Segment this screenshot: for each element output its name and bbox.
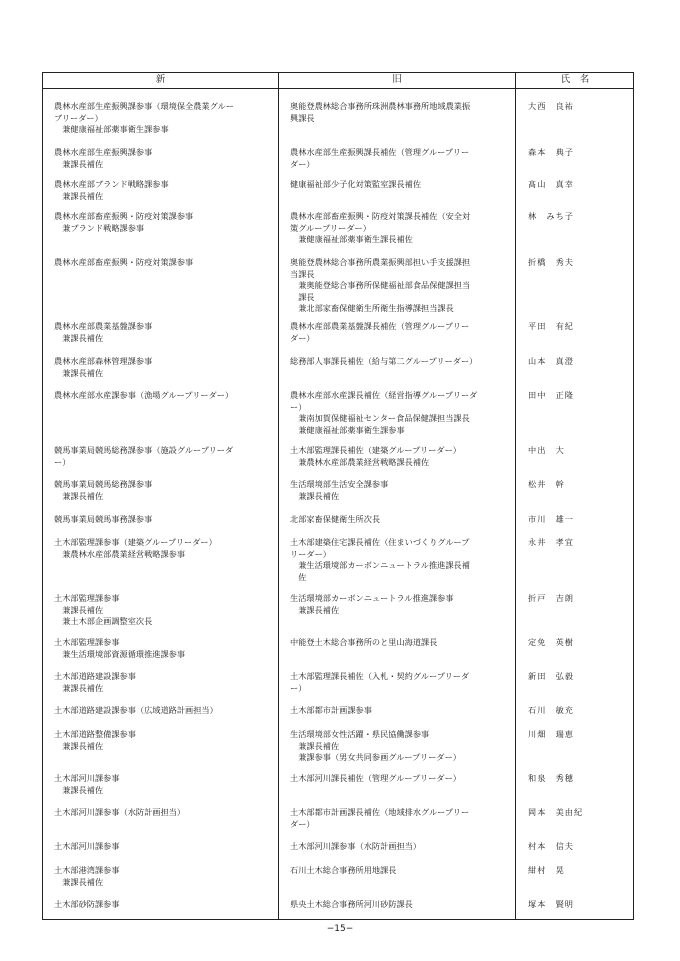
old-assignment-line: 北部家畜保健衛生所次長 <box>290 514 381 524</box>
new-assignment-line: 兼土木部企画調整室次長 <box>54 616 153 626</box>
new-assignment-line: 土木部監理課参事 <box>54 593 120 603</box>
person-name: 森本 典子 <box>528 147 574 157</box>
old-assignment-line: 奥能登農林総合事務所珠洲農林事務所地域農業振 <box>290 101 471 111</box>
old-assignment-line: 農林水産部農業基盤課長補佐（管理グループリー <box>290 321 470 331</box>
old-assignment-line: 総務部人事課長補佐（給与第二グループリーダー） <box>290 356 478 366</box>
person-name: 和泉 秀穂 <box>528 773 574 783</box>
new-assignment-line: 競馬事業局競馬事務課参事 <box>54 514 153 524</box>
new-assignment-line: 土木部港湾課参事 <box>54 865 120 875</box>
new-assignment <box>54 390 276 402</box>
person-name: 紺村 晃 <box>528 865 565 875</box>
old-assignment-line: 策グループリーダー） <box>290 222 371 233</box>
new-assignment-line: 土木部道路整備課参事 <box>54 729 136 739</box>
old-assignment-line: 生活環境部生活安全課参事 <box>290 479 389 489</box>
old-assignment <box>290 865 515 877</box>
old-assignment-line: 土木部河川課長補佐（管理グループリーダー） <box>290 773 461 783</box>
new-assignment-line: ー） <box>54 456 71 467</box>
new-assignment-line: 兼農林水産部農業経営戦略課参事 <box>54 548 186 559</box>
new-assignment-line: 兼生活環境部資源循環推進課参事 <box>54 648 186 659</box>
old-assignment-line: 兼農林水産部農業経営戦略課長補佐 <box>290 456 430 467</box>
old-assignment-line: 兼北部家畜保健衛生所衛生指導課担当課長 <box>290 303 454 313</box>
new-assignment-line: 兼課長補佐 <box>54 740 104 751</box>
new-assignment-line: 兼課長補佐 <box>54 604 104 615</box>
new-assignment <box>54 537 276 560</box>
person-name: 永井 孝宜 <box>528 537 574 547</box>
new-assignment <box>54 257 276 269</box>
new-assignment-line: 兼課長補佐 <box>54 332 104 343</box>
person-name: 村本 信夫 <box>528 841 574 851</box>
new-assignment-line: 土木部道路建設課参事 <box>54 671 136 681</box>
new-assignment <box>54 671 276 694</box>
new-assignment-line: 土木部監理課参事 <box>54 637 120 647</box>
old-assignment <box>290 514 515 526</box>
old-assignment <box>290 537 515 583</box>
old-assignment-line: 奥能登農林総合事務所農業振興部担い手支援課担 <box>290 257 471 267</box>
new-assignment <box>54 514 276 526</box>
old-assignment-line: 兼課長補佐 <box>290 604 340 615</box>
new-assignment <box>54 729 276 752</box>
new-assignment-line: 農林水産部水産課参事（漁場グループリーダー） <box>54 390 234 400</box>
new-assignment <box>54 841 276 853</box>
new-assignment <box>54 593 276 628</box>
old-assignment-line: 土木部都市計画課長補佐（地域排水グループリー <box>290 807 470 817</box>
new-assignment <box>54 865 276 888</box>
old-assignment-line: 兼南加賀保健福祉センター食品保健課担当課長 <box>290 413 470 423</box>
new-assignment-line: 兼課長補佐 <box>54 682 104 693</box>
new-assignment-line: 農林水産部畜産振興・防疫対策課参事 <box>54 211 194 221</box>
old-assignment <box>290 637 515 649</box>
header-old: 旧 <box>392 74 402 85</box>
old-assignment-line: 農林水産部水産課長補佐（経営指導グループリーダ <box>290 390 478 400</box>
person-name: 髙山 真幸 <box>528 179 574 189</box>
old-assignment-line: 兼健康福祉部薬事衛生課参事 <box>290 424 405 435</box>
person-name: 塚本 賢明 <box>528 899 574 909</box>
old-assignment-line: 健康福祉部少子化対策監室課長補佐 <box>290 179 422 189</box>
new-assignment <box>54 445 276 468</box>
new-assignment-line: 土木部河川課参事（水防計画担当） <box>54 807 186 817</box>
new-assignment-line: 兼ブランド戦略課参事 <box>54 222 145 233</box>
new-assignment-line: ブリーダー） <box>54 112 103 123</box>
new-assignment-line: 土木部河川課参事 <box>54 841 120 851</box>
new-assignment-line: 兼健康福祉部薬事衛生課参事 <box>54 124 169 134</box>
new-assignment-line: 農林水産部生産振興課参事（環境保全農業グルー <box>54 101 234 111</box>
new-assignment <box>54 807 276 819</box>
person-name: 折戸 吉朗 <box>528 593 574 603</box>
old-assignment <box>290 671 515 694</box>
old-assignment-line: 兼課参事（男女共同参画グループリーダー） <box>290 752 461 762</box>
person-name: 田中 正隆 <box>528 390 574 400</box>
old-assignment-line: ダー） <box>290 158 315 169</box>
new-assignment <box>54 773 276 796</box>
old-assignment-line: 土木部建築住宅課長補佐（住まいづくりグループ <box>290 537 470 547</box>
new-assignment <box>54 637 276 660</box>
old-assignment <box>290 479 515 502</box>
new-assignment-line: 農林水産部ブランド戦略課参事 <box>54 179 169 189</box>
old-assignment <box>290 101 515 124</box>
person-name: 林 みち子 <box>528 211 574 221</box>
person-name: 大西 良祐 <box>528 101 574 111</box>
new-assignment-line: 農林水産部農業基盤課参事 <box>54 321 153 331</box>
old-assignment-line: ダー） <box>290 332 315 343</box>
old-assignment <box>290 593 515 616</box>
old-assignment <box>290 211 515 246</box>
old-assignment-line: 生活環境部女性活躍・県民協働課参事 <box>290 729 430 739</box>
old-assignment <box>290 390 515 436</box>
new-assignment-line: 農林水産部生産振興課参事 <box>54 147 153 157</box>
old-assignment-line: 農林水産部畜産振興・防疫対策課長補佐（安全対 <box>290 211 471 221</box>
old-assignment-line: 兼奥能登総合事務所保健福祉部食品保健課担当 <box>290 280 471 290</box>
old-assignment-line: 当課長 <box>290 268 315 279</box>
old-assignment <box>290 773 515 785</box>
old-assignment <box>290 179 515 191</box>
new-assignment-line: 農林水産部森林管理課参事 <box>54 356 153 366</box>
new-assignment <box>54 479 276 502</box>
new-assignment <box>54 179 276 202</box>
old-assignment-line: 課長 <box>290 291 315 302</box>
personnel-table <box>42 72 634 920</box>
header-new: 新 <box>155 74 166 85</box>
person-name: 松井 幹 <box>528 479 565 489</box>
new-assignment-line: 農林水産部畜産振興・防疫対策課参事 <box>54 257 194 267</box>
old-assignment-line: 土木部監理課長補佐（建築グループリーダー） <box>290 445 461 455</box>
new-assignment-line: 兼課長補佐 <box>54 490 104 501</box>
old-assignment-line: 生活環境部カーボンニュートラル推進課参事 <box>290 593 454 603</box>
old-assignment-line: ー） <box>290 401 307 412</box>
person-name: 定免 英樹 <box>528 637 574 647</box>
column-divider-1 <box>278 73 279 919</box>
person-name: 折橋 秀夫 <box>528 257 574 267</box>
old-assignment <box>290 807 515 830</box>
new-assignment <box>54 356 276 379</box>
old-assignment-line: 土木部都市計画課参事 <box>290 705 372 715</box>
new-assignment-line: 兼課長補佐 <box>54 158 104 169</box>
person-name: 市川 雄一 <box>528 514 574 524</box>
person-name: 岡本 美由紀 <box>528 807 584 817</box>
person-name: 石川 敏充 <box>528 705 574 715</box>
table-header <box>43 73 633 89</box>
old-assignment-line: 土木部河川課参事（水防計画担当） <box>290 841 422 851</box>
old-assignment-line: 土木部監理課長補佐（入札・契約グループリーダ <box>290 671 470 681</box>
old-assignment <box>290 841 515 853</box>
old-assignment <box>290 445 515 468</box>
old-assignment <box>290 257 515 315</box>
new-assignment-line: 土木部砂防課参事 <box>54 899 120 909</box>
new-assignment-line: 兼課長補佐 <box>54 876 104 887</box>
person-name: 新田 弘毅 <box>528 671 574 681</box>
old-assignment <box>290 321 515 344</box>
new-assignment <box>54 147 276 170</box>
old-assignment <box>290 356 515 368</box>
old-assignment-line: 中能登土木総合事務所のと里山海道課長 <box>290 637 438 647</box>
column-divider-2 <box>515 73 516 919</box>
person-name: 山本 真澄 <box>528 356 574 366</box>
old-assignment-line: 県央土木総合事務所河川砂防課長 <box>290 899 413 909</box>
new-assignment-line: 兼課長補佐 <box>54 367 104 378</box>
old-assignment-line: 興課長 <box>290 112 315 123</box>
new-assignment-line: 兼課長補佐 <box>54 784 104 795</box>
old-assignment-line: ー） <box>290 682 307 693</box>
new-assignment-line: 競馬事業局競馬総務課参事 <box>54 479 153 489</box>
old-assignment-line: 兼課長補佐 <box>290 490 340 501</box>
old-assignment <box>290 147 515 170</box>
new-assignment <box>54 211 276 234</box>
old-assignment-line: ダー） <box>290 818 315 829</box>
person-name: 平田 有紀 <box>528 321 574 331</box>
old-assignment <box>290 899 515 911</box>
new-assignment-line: 兼課長補佐 <box>54 190 104 201</box>
person-name: 中出 大 <box>528 445 565 455</box>
old-assignment-line: 兼課長補佐 <box>290 740 340 751</box>
new-assignment-line: 土木部河川課参事 <box>54 773 120 783</box>
old-assignment <box>290 705 515 717</box>
person-name: 川畑 瑞恵 <box>528 729 574 739</box>
old-assignment-line: 石川土木総合事務所用地課長 <box>290 865 397 875</box>
old-assignment-line: 兼健康福祉部薬事衛生課長補佐 <box>290 234 413 244</box>
new-assignment <box>54 705 276 717</box>
page-number: −15− <box>326 924 354 934</box>
old-assignment-line: 兼生活環境部カーボンニュートラル推進課長補 <box>290 560 470 570</box>
new-assignment-line: 競馬事業局競馬総務課参事（施設グループリーダ <box>54 445 234 455</box>
old-assignment-line: 佐 <box>290 571 307 582</box>
new-assignment <box>54 321 276 344</box>
old-assignment-line: 農林水産部生産振興課長補佐（管理グループリー <box>290 147 470 157</box>
header-name: 氏 名 <box>560 74 590 85</box>
new-assignment <box>54 899 276 911</box>
new-assignment-line: 土木部監理課参事（建築グループリーダー） <box>54 537 217 547</box>
old-assignment-line: リーダー） <box>290 548 331 559</box>
old-assignment <box>290 729 515 764</box>
new-assignment <box>54 101 276 136</box>
new-assignment-line: 土木部道路建設課参事（広域道路計画担当） <box>54 705 218 715</box>
